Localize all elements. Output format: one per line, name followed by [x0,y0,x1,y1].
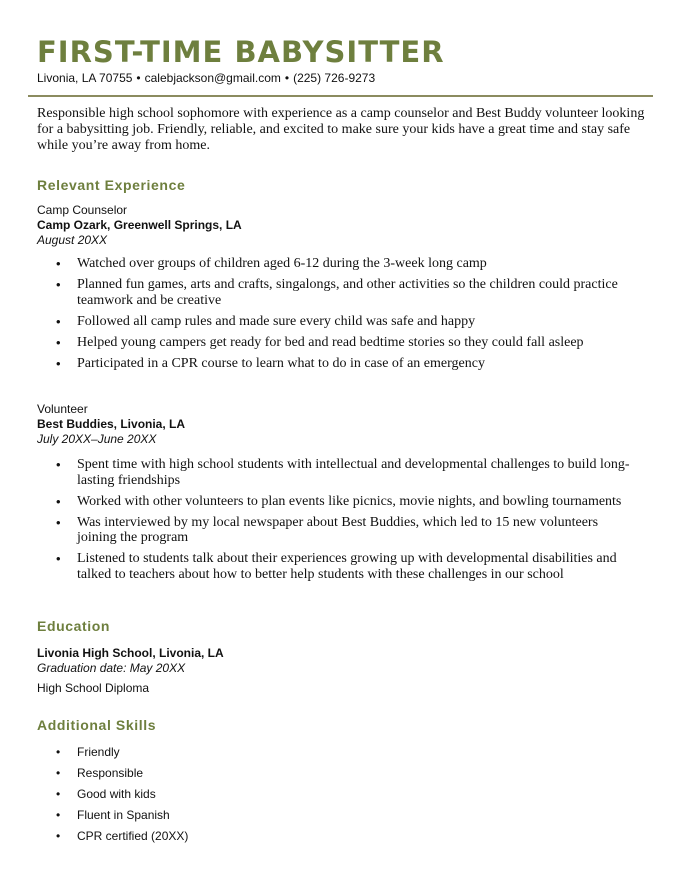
job-dates: July 20XX–June 20XX [37,432,157,446]
header-divider [28,95,653,97]
skills-list [37,745,337,849]
list-item: • Listened to students talk about their experiences growing up with developmental disabilities and talked to teachers about how to better help students with these challenges in our school [37,551,637,582]
list-item: • Was interviewed by my local newspaper about Best Buddies, which led to 15 new volunteers joining the program [37,515,637,546]
graduation-date: Graduation date: May 20XX [37,661,186,675]
list-item: • Worked with other volunteers to plan events like picnics, movie nights, and bowling tournaments [37,494,637,510]
list-item: • Good with kids [37,787,337,802]
list-item: • CPR certified (20XX) [37,829,337,844]
list-item: • Planned fun games, arts and crafts, singalongs, and other activities so the children could practice teamwork and be creative [37,277,637,308]
list-item: • Fluent in Spanish [37,808,337,823]
job-title: Camp Counselor [37,203,128,217]
contact-location: Livonia, LA 70755 [37,71,133,85]
list-item: • Participated in a CPR course to learn what to do in case of an emergency [37,356,637,372]
contact-separator: • [284,71,290,85]
resume-title: FIRST-TIME BABYSITTER [37,35,445,69]
list-item: • Watched over groups of children aged 6-12 during the 3-week long camp [37,256,637,272]
degree: High School Diploma [37,681,150,695]
contact-phone: (225) 726-9273 [293,71,376,85]
skills-heading: Additional Skills [37,717,157,733]
experience-heading: Relevant Experience [37,177,186,193]
list-item: • Responsible [37,766,337,781]
list-item: • Friendly [37,745,337,760]
job-1-bullet-list [37,256,637,377]
school-name: Livonia High School, Livonia, LA [37,646,224,660]
contact-line [37,70,375,86]
list-item: • Spent time with high school students with intellectual and developmental challenges to build long-lasting friendships [37,457,637,488]
summary-paragraph: Responsible high school sophomore with experience as a camp counselor and Best Buddy volunteer looking for a babysitting job. Friendly, reliable, and excited to make sure your kids have a great time and stay safe while you’re away from home. [37,106,645,153]
job-title: Volunteer [37,402,88,416]
education-heading: Education [37,618,111,634]
job-organization: Camp Ozark, Greenwell Springs, LA [37,218,242,232]
job-2-bullet-list [37,457,637,588]
list-item: • Helped young campers get ready for bed and read bedtime stories so they could fall asleep [37,335,637,351]
job-dates: August 20XX [37,233,108,247]
contact-email: calebjackson@gmail.com [144,71,281,85]
job-organization: Best Buddies, Livonia, LA [37,417,186,431]
list-item: • Followed all camp rules and made sure every child was safe and happy [37,314,637,330]
contact-separator: • [136,71,141,85]
